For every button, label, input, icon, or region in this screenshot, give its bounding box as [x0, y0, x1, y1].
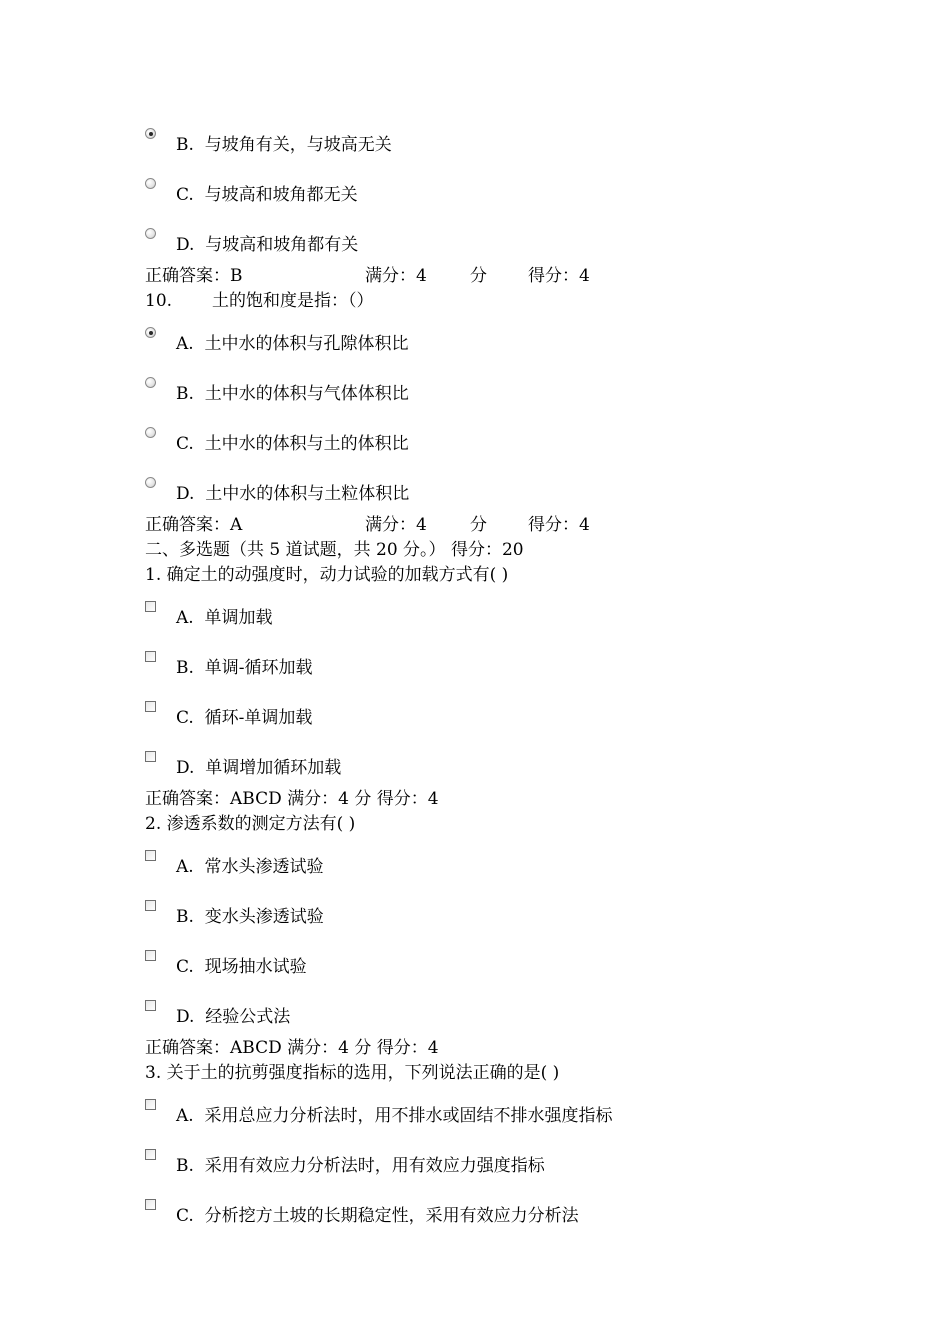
q10-option-c-radio[interactable] [145, 427, 156, 438]
q10-option-d-radio[interactable] [145, 477, 156, 488]
mq1-option-c-checkbox[interactable] [145, 701, 156, 712]
mq1-result: 正确答案：ABCD 满分：4 分 得分：4 [145, 789, 439, 809]
q9-option-d-radio[interactable] [145, 228, 156, 239]
q9-option-c: C. 与坡高和坡角都无关 [176, 185, 358, 205]
mq1-option-a: A. 单调加载 [176, 608, 273, 628]
q10-number: 10. [145, 291, 173, 311]
q10-score-unit: 分 [470, 515, 487, 535]
mq2-result: 正确答案：ABCD 满分：4 分 得分：4 [145, 1038, 439, 1058]
mq1-option-a-checkbox[interactable] [145, 601, 156, 612]
q10-score: 得分：4 [528, 515, 590, 535]
q10-text: 土的饱和度是指：（） [212, 291, 374, 311]
q9-full-score: 满分：4 [365, 266, 427, 286]
mq3-text: 3. 关于土的抗剪强度指标的选用，下列说法正确的是( ) [145, 1063, 560, 1083]
mq2-option-b: B. 变水头渗透试验 [176, 907, 324, 927]
mq2-option-c: C. 现场抽水试验 [176, 957, 307, 977]
mq3-option-a: A. 采用总应力分析法时，用不排水或固结不排水强度指标 [176, 1106, 613, 1126]
mq2-option-a: A. 常水头渗透试验 [176, 857, 324, 877]
q10-option-a-radio[interactable] [145, 327, 156, 338]
mq2-option-b-checkbox[interactable] [145, 900, 156, 911]
mq1-option-b-checkbox[interactable] [145, 651, 156, 662]
mq2-option-c-checkbox[interactable] [145, 950, 156, 961]
mq3-option-b-checkbox[interactable] [145, 1149, 156, 1160]
q9-option-d: D. 与坡高和坡角都有关 [176, 235, 359, 255]
q9-score-unit: 分 [470, 266, 487, 286]
q10-full-score: 满分：4 [365, 515, 427, 535]
mq3-option-a-checkbox[interactable] [145, 1099, 156, 1110]
q10-option-b-radio[interactable] [145, 377, 156, 388]
mq1-option-d-checkbox[interactable] [145, 751, 156, 762]
mq1-text: 1. 确定土的动强度时，动力试验的加载方式有( ) [145, 565, 509, 585]
section2-heading: 二、多选题（共 5 道试题，共 20 分。） 得分：20 [145, 540, 524, 560]
q10-option-b: B. 土中水的体积与气体体积比 [176, 384, 409, 404]
q9-score: 得分：4 [528, 266, 590, 286]
mq1-option-b: B. 单调-循环加载 [176, 658, 313, 678]
mq2-text: 2. 渗透系数的测定方法有( ) [145, 814, 356, 834]
q9-option-b: B. 与坡角有关，与坡高无关 [176, 135, 392, 155]
q9-option-b-radio[interactable] [145, 128, 156, 139]
mq3-option-c-checkbox[interactable] [145, 1199, 156, 1210]
q10-option-d: D. 土中水的体积与土粒体积比 [176, 484, 410, 504]
mq2-option-d-checkbox[interactable] [145, 1000, 156, 1011]
q10-correct-answer: 正确答案：A [145, 515, 243, 535]
mq3-option-c: C. 分析挖方土坡的长期稳定性，采用有效应力分析法 [176, 1206, 579, 1226]
mq2-option-d: D. 经验公式法 [176, 1007, 291, 1027]
mq1-option-d: D. 单调增加循环加载 [176, 758, 342, 778]
mq2-option-a-checkbox[interactable] [145, 850, 156, 861]
mq3-option-b: B. 采用有效应力分析法时，用有效应力强度指标 [176, 1156, 545, 1176]
q10-option-c: C. 土中水的体积与土的体积比 [176, 434, 409, 454]
q9-correct-answer: 正确答案：B [145, 266, 243, 286]
mq1-option-c: C. 循环-单调加载 [176, 708, 313, 728]
q9-option-c-radio[interactable] [145, 178, 156, 189]
q10-option-a: A. 土中水的体积与孔隙体积比 [176, 334, 409, 354]
